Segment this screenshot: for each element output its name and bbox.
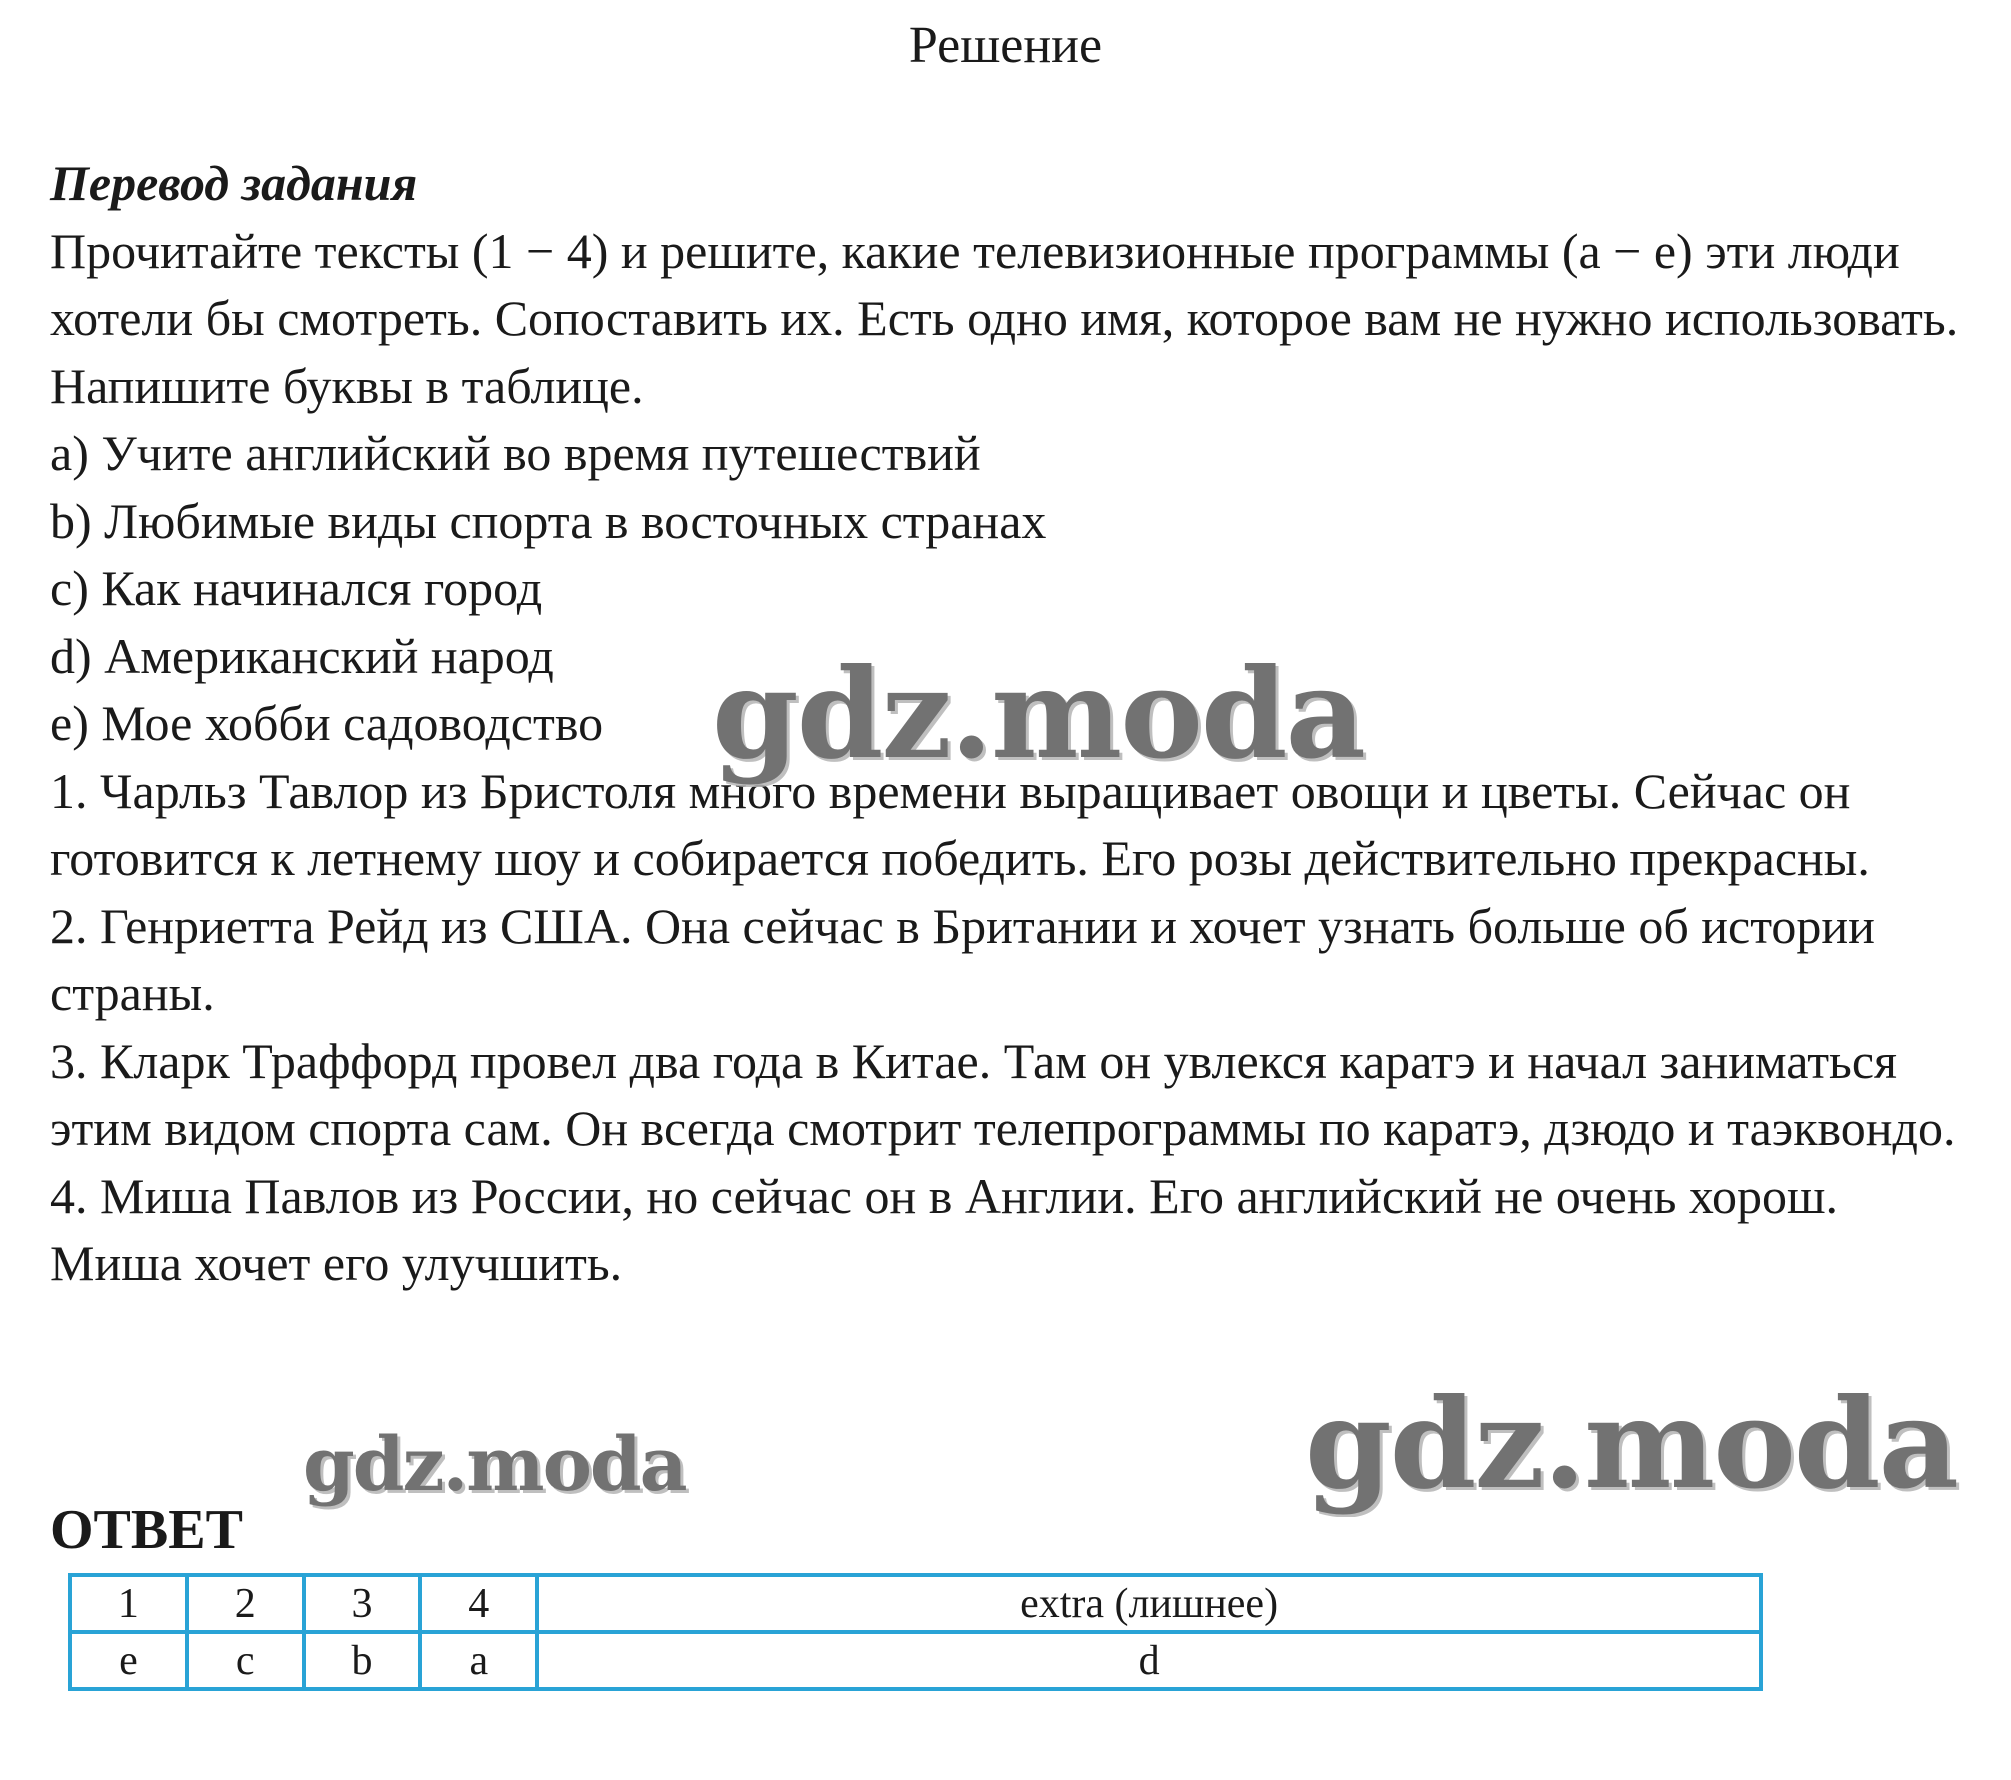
answer-label: ОТВЕТ (50, 1499, 243, 1561)
answer-table-value-cell: e (70, 1632, 187, 1689)
answer-table (68, 1573, 1763, 1691)
option-a: а) Учите английский во время путешествий (50, 425, 981, 481)
answer-table-header-cell: 2 (187, 1575, 304, 1632)
answer-table-header-cell: 1 (70, 1575, 187, 1632)
page-title: Решение (908, 17, 1103, 74)
answer-table-value-cell: a (420, 1632, 537, 1689)
text-1: 1. Чарльз Тавлор из Бристоля много времени выращивает овощи и цветы. Сейчас он готовится к летнему шоу и собирается победить. Его розы действительно прекрасны. (50, 762, 1870, 886)
watermark-logo: gdz.moda (1305, 1372, 1957, 1517)
answer-table-value-cell: b (304, 1632, 421, 1689)
answer-table-header-cell: 3 (304, 1575, 421, 1632)
option-b: b) Любимые виды спорта в восточных странах (50, 492, 1047, 549)
text-2: 2. Генриетта Рейд из США. Она сейчас в Британии и хочет узнать больше об истории страны. (50, 897, 1875, 1021)
text-3: 3. Кларк Траффорд провел два года в Китае. Там он увлекся каратэ и начал заниматься этим видом спорта сам. Он всегда смотрит телепрограммы по каратэ, дзюдо и таэквондо. (50, 1032, 1956, 1156)
answer-table-value-cell: d (537, 1632, 1761, 1689)
text-4: 4. Миша Павлов из России, но сейчас он в Англии. Его английский не очень хорош. Миша хочет его улучшить. (50, 1167, 1838, 1291)
option-c: с) Как начинался город (50, 560, 543, 616)
answer-table-header-cell: 4 (420, 1575, 537, 1632)
instruction-paragraph: Прочитайте тексты (1 − 4) и решите, какие телевизионные программы (а − е) эти люди хотели бы смотреть. Сопоставить их. Есть одно имя, которое вам не нужно использовать. Напишите буквы в таблице. (50, 222, 1959, 414)
answer-table-value-cell: c (187, 1632, 304, 1689)
section-title: Перевод задания (50, 155, 418, 211)
answer-table-header-cell: extra (лишнее) (537, 1575, 1761, 1632)
answer-table-header-row (70, 1575, 1761, 1632)
watermark-logo: gdz.moda (303, 1422, 686, 1508)
answer-table-value-row (70, 1632, 1761, 1689)
option-e: е) Мое хобби садоводство (50, 695, 604, 751)
watermark-logo: gdz.moda (712, 642, 1364, 787)
option-d: d) Американский народ (50, 627, 554, 684)
